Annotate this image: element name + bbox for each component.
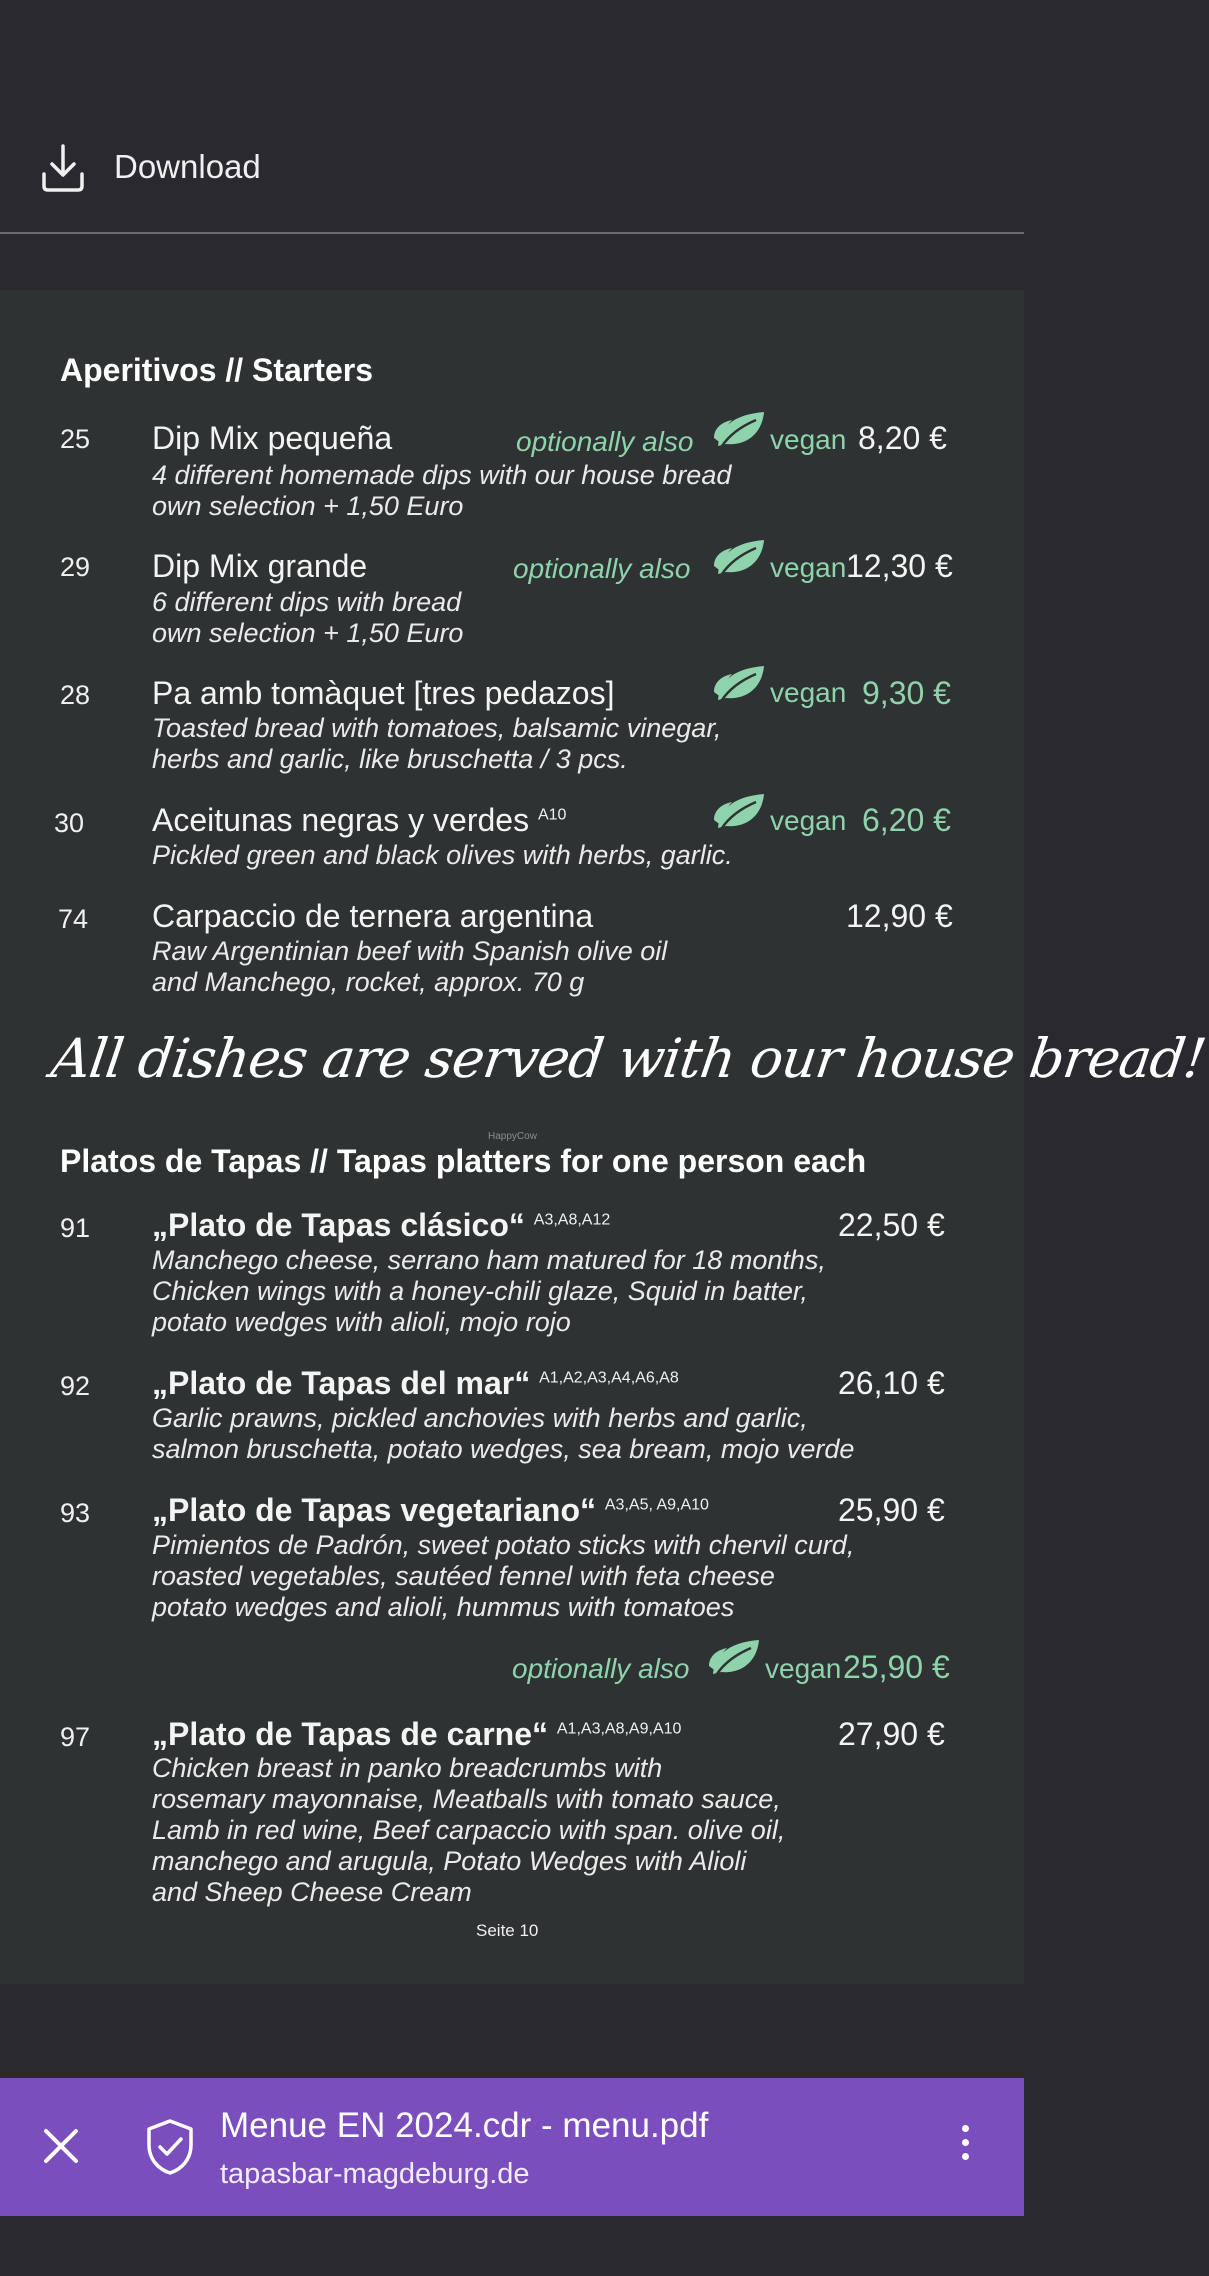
file-name: Menue EN 2024.cdr - menu.pdf: [220, 2106, 709, 2145]
item-name: Dip Mix grande: [152, 548, 368, 584]
shield-check-icon: [144, 2118, 196, 2176]
item-description: potato wedges and alioli, hummus with tomatoes: [152, 1592, 735, 1622]
item-number: 29: [60, 552, 91, 582]
vegan-leaf-icon: [707, 1636, 763, 1678]
item-name-text: „Plato de Tapas vegetariano“: [152, 1492, 596, 1528]
source-domain[interactable]: tapasbar-magdeburg.de: [220, 2158, 530, 2190]
item-description: Chicken breast in panko breadcrumbs with: [152, 1753, 663, 1783]
item-number: 91: [60, 1213, 91, 1243]
vegan-label: vegan: [770, 552, 847, 583]
allergen-codes: A1,A3,A8,A9,A10: [556, 1720, 682, 1738]
item-description: Pickled green and black olives with herbs, garlic.: [152, 840, 733, 870]
close-icon: [42, 2127, 80, 2165]
item-price: 6,20 €: [862, 802, 951, 838]
allergen-codes: A3,A5, A9,A10: [604, 1496, 709, 1514]
item-description: Manchego cheese, serrano ham matured for 18 months,: [152, 1245, 826, 1275]
download-button[interactable]: [40, 140, 261, 194]
item-description: 6 different dips with bread: [152, 587, 462, 617]
more-options-button[interactable]: [950, 2118, 980, 2178]
item-price: 22,50 €: [838, 1207, 945, 1243]
close-button[interactable]: [36, 2116, 86, 2176]
optional-note: optionally also: [516, 426, 694, 457]
item-price: 12,90 €: [846, 898, 953, 934]
item-price: 12,30 €: [846, 548, 953, 584]
item-description: own selection + 1,50 Euro: [152, 491, 464, 521]
item-number: 93: [60, 1498, 91, 1528]
section-title-platters: Platos de Tapas // Tapas platters for one person each: [60, 1143, 867, 1179]
vegan-leaf-icon: [712, 662, 768, 704]
dot-icon: [962, 2139, 969, 2146]
item-name-text: Aceitunas negras y verdes: [152, 802, 530, 838]
watermark: HappyCow: [488, 1131, 537, 1142]
item-price: 8,20 €: [858, 420, 947, 456]
vegan-label: vegan: [765, 1653, 842, 1684]
bread-note: All dishes are served with our house bread!: [47, 1027, 1209, 1090]
item-number: 74: [58, 904, 89, 934]
item-number: 30: [54, 808, 85, 838]
item-name: Dip Mix pequeña: [152, 420, 393, 456]
item-name-text: „Plato de Tapas de carne“: [152, 1716, 548, 1752]
item-description: Garlic prawns, pickled anchovies with herbs and garlic,: [152, 1403, 808, 1433]
vegan-label: vegan: [770, 677, 847, 708]
item-price: 27,90 €: [838, 1716, 945, 1752]
item-number: 25: [60, 424, 91, 454]
item-name: Carpaccio de ternera argentina: [152, 898, 594, 934]
vegan-price: 25,90 €: [843, 1649, 950, 1685]
item-description: roasted vegetables, sautéed fennel with feta cheese: [152, 1561, 775, 1591]
item-description: Toasted bread with tomatoes, balsamic vinegar,: [152, 713, 722, 743]
top-app-bar: [0, 0, 1024, 232]
system-nav-area: [0, 2216, 1024, 2276]
item-name: Pa amb tomàquet [tres pedazos]: [152, 675, 615, 711]
divider: [0, 232, 1024, 234]
item-description: manchego and arugula, Potato Wedges with Alioli: [152, 1846, 747, 1876]
item-number: 97: [60, 1722, 91, 1752]
allergen-codes: A3,A8,A12: [533, 1211, 611, 1229]
item-name: [152, 1716, 681, 1753]
allergen-codes: A10: [537, 806, 567, 824]
dot-icon: [962, 2153, 969, 2160]
item-price: 9,30 €: [862, 675, 951, 711]
allergen-codes: A1,A2,A3,A4,A6,A8: [539, 1369, 679, 1387]
item-number: 92: [60, 1371, 91, 1401]
item-description: Pimientos de Padrón, sweet potato sticks with chervil curd,: [152, 1530, 855, 1560]
download-label: Download: [114, 148, 261, 185]
vegan-label: vegan: [770, 805, 847, 836]
vegan-leaf-icon: [712, 536, 768, 578]
bottom-bar: [0, 2078, 1024, 2216]
item-description: Raw Argentinian beef with Spanish olive oil: [152, 936, 668, 966]
optional-note: optionally also: [512, 1653, 690, 1684]
item-description: herbs and garlic, like bruschetta / 3 pcs.: [152, 744, 628, 774]
item-description: 4 different homemade dips with our house bread: [152, 460, 732, 490]
item-name-text: „Plato de Tapas clásico“: [152, 1207, 525, 1243]
dot-icon: [962, 2125, 969, 2132]
item-price: 26,10 €: [838, 1365, 945, 1401]
item-description: rosemary mayonnaise, Meatballs with tomato sauce,: [152, 1784, 781, 1814]
download-icon: [40, 140, 86, 194]
item-description: Lamb in red wine, Beef carpaccio with span. olive oil,: [152, 1815, 786, 1845]
item-price: 25,90 €: [838, 1492, 945, 1528]
item-description: Chicken wings with a honey-chili glaze, Squid in batter,: [152, 1276, 808, 1306]
item-number: 28: [60, 680, 91, 710]
vegan-label: vegan: [770, 424, 847, 455]
item-name: [152, 1492, 709, 1529]
item-description: salmon bruschetta, potato wedges, sea bream, mojo verde: [152, 1434, 855, 1464]
item-description: and Manchego, rocket, approx. 70 g: [152, 967, 585, 997]
optional-note: optionally also: [513, 553, 691, 584]
item-description: own selection + 1,50 Euro: [152, 618, 464, 648]
item-name: [152, 802, 566, 839]
item-description: and Sheep Cheese Cream: [152, 1877, 472, 1907]
page-number: Seite 10: [476, 1921, 539, 1940]
vegan-leaf-icon: [712, 408, 768, 450]
item-description: potato wedges with alioli, mojo rojo: [152, 1307, 571, 1337]
item-name: [152, 1207, 610, 1244]
section-title-starters: Aperitivos // Starters: [60, 352, 373, 388]
item-name: [152, 1365, 679, 1402]
item-name-text: „Plato de Tapas del mar“: [152, 1365, 531, 1401]
vegan-leaf-icon: [712, 790, 768, 832]
